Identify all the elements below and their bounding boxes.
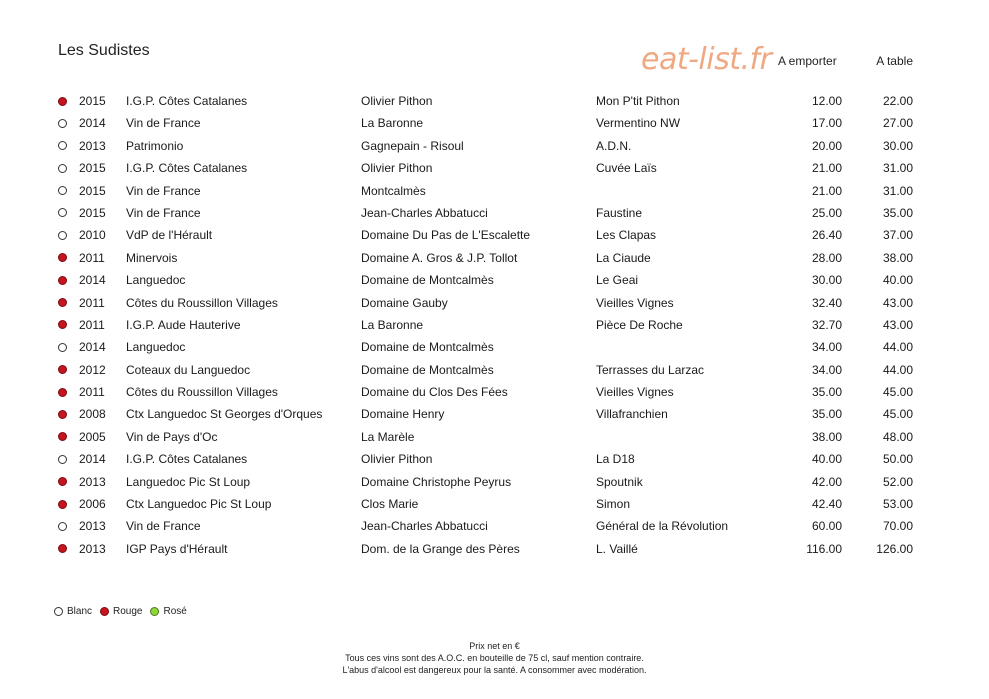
column-header-emporter: A emporter <box>778 54 837 68</box>
wine-year: 2015 <box>79 205 106 220</box>
price-emporter: 32.40 <box>811 295 842 310</box>
price-emporter: 42.40 <box>811 497 842 512</box>
wine-cuvee: Simon <box>596 497 631 512</box>
wine-producer: Olivier Pithon <box>361 452 433 467</box>
price-table: 52.00 <box>882 474 913 489</box>
table-row <box>0 426 989 448</box>
wine-color-dot-icon <box>58 276 67 285</box>
wine-cuvee: Vieilles Vignes <box>596 295 674 310</box>
wine-producer: Domaine de Montcalmès <box>361 273 494 288</box>
wine-year: 2011 <box>79 317 105 332</box>
wine-year: 2006 <box>79 497 106 512</box>
color-legend <box>54 606 195 617</box>
wine-cuvee: Faustine <box>596 205 643 220</box>
price-emporter: 25.00 <box>811 205 842 220</box>
table-row <box>0 448 989 470</box>
wine-cuvee: Mon P'tit Pithon <box>596 94 680 108</box>
wine-color-dot-icon <box>58 410 67 419</box>
wine-producer: La Baronne <box>361 317 424 332</box>
table-row <box>0 112 989 134</box>
wine-appellation: Languedoc <box>126 340 186 355</box>
legend-item-blanc <box>54 606 92 617</box>
wine-producer: Domaine du Clos Des Fées <box>361 385 508 400</box>
wine-color-dot-icon <box>58 522 67 531</box>
price-table: 40.00 <box>882 273 913 288</box>
table-row <box>0 180 989 202</box>
wine-color-dot-icon <box>58 365 67 374</box>
wine-year: 2014 <box>79 452 106 467</box>
wine-color-dot-icon <box>58 231 67 240</box>
wine-year: 2013 <box>79 541 106 556</box>
wine-year: 2014 <box>79 340 106 355</box>
wine-producer: Jean-Charles Abbatucci <box>361 205 488 220</box>
price-emporter: 20.00 <box>811 138 842 153</box>
wine-appellation: Vin de France <box>126 183 201 198</box>
watermark-logo: eat-list.fr <box>641 42 772 77</box>
wine-appellation: Ctx Languedoc St Georges d'Orques <box>126 407 323 422</box>
wine-appellation: Coteaux du Languedoc <box>126 362 251 377</box>
wine-year: 2014 <box>79 116 106 131</box>
wine-appellation: I.G.P. Côtes Catalanes <box>126 452 248 467</box>
table-row <box>0 538 989 560</box>
price-emporter: 116.00 <box>806 541 842 556</box>
wine-cuvee: Cuvée Laïs <box>596 161 657 176</box>
wine-producer: Montcalmès <box>361 183 426 198</box>
footer-aoc-note: Tous ces vins sont des A.O.C. en bouteille de 75 cl, sauf mention contraire. <box>345 653 644 663</box>
table-row <box>0 90 989 112</box>
wine-color-dot-icon <box>58 477 67 486</box>
footer-health-warning: L'abus d'alcool est dangereux pour la santé. A consommer avec modération. <box>342 665 647 675</box>
price-table: 35.00 <box>882 205 913 220</box>
wine-color-dot-icon <box>58 141 67 150</box>
price-emporter: 32.70 <box>811 317 842 332</box>
legend-blanc-dot-icon <box>54 607 63 616</box>
price-table: 70.00 <box>882 519 913 534</box>
wine-appellation: Ctx Languedoc Pic St Loup <box>126 497 272 512</box>
legend-label: Blanc <box>67 606 93 617</box>
wine-cuvee: A.D.N. <box>596 138 632 153</box>
table-row <box>0 269 989 291</box>
wine-year: 2011 <box>79 385 105 400</box>
table-row <box>0 135 989 157</box>
wine-color-dot-icon <box>58 432 67 441</box>
wine-cuvee: L. Vaillé <box>596 541 638 556</box>
wine-producer: Olivier Pithon <box>361 94 433 108</box>
table-row <box>0 247 989 269</box>
wine-year: 2012 <box>79 362 106 377</box>
wine-producer: Dom. de la Grange des Pères <box>361 541 520 556</box>
wine-year: 2011 <box>79 295 105 310</box>
wine-appellation: Languedoc <box>126 273 186 288</box>
page-title: Les Sudistes <box>58 42 150 59</box>
wine-color-dot-icon <box>58 500 67 509</box>
wine-cuvee: Pièce De Roche <box>596 317 683 332</box>
footer-price-note: Prix net en € <box>469 641 520 651</box>
wine-year: 2013 <box>79 138 106 153</box>
wine-list <box>0 90 989 560</box>
table-row <box>0 471 989 493</box>
price-table: 30.00 <box>882 138 913 153</box>
table-row <box>0 202 989 224</box>
price-table: 126.00 <box>876 541 913 556</box>
price-emporter: 12.00 <box>811 94 842 108</box>
price-table: 31.00 <box>882 183 913 198</box>
wine-cuvee: Terrasses du Larzac <box>596 362 705 377</box>
price-table: 27.00 <box>882 116 913 131</box>
wine-appellation: Vin de France <box>126 116 201 131</box>
price-emporter: 28.00 <box>811 250 842 265</box>
wine-producer: Clos Marie <box>361 497 419 512</box>
wine-year: 2005 <box>79 429 106 444</box>
wine-cuvee: Vermentino NW <box>596 116 681 131</box>
wine-cuvee: Général de la Révolution <box>596 519 729 534</box>
price-emporter: 38.00 <box>811 429 842 444</box>
wine-producer: Domaine Du Pas de L'Escalette <box>361 228 531 243</box>
wine-appellation: Côtes du Roussillon Villages <box>126 295 278 310</box>
price-table: 44.00 <box>882 362 913 377</box>
wine-color-dot-icon <box>58 455 67 464</box>
wine-color-dot-icon <box>58 343 67 352</box>
table-row <box>0 493 989 515</box>
legend-item-rose <box>150 606 186 617</box>
wine-color-dot-icon <box>58 388 67 397</box>
wine-color-dot-icon <box>58 97 67 106</box>
table-row <box>0 292 989 314</box>
wine-cuvee: Villafranchien <box>596 407 668 422</box>
wine-producer: Gagnepain - Risoul <box>361 138 464 153</box>
wine-color-dot-icon <box>58 186 67 195</box>
wine-appellation: Minervois <box>126 250 178 265</box>
wine-color-dot-icon <box>58 164 67 173</box>
legend-rouge-dot-icon <box>100 607 109 616</box>
wine-appellation: Vin de Pays d'Oc <box>126 429 218 444</box>
legend-label: Rosé <box>163 606 187 617</box>
price-table: 43.00 <box>882 317 913 332</box>
price-table: 22.00 <box>882 94 913 108</box>
wine-producer: Domaine A. Gros & J.P. Tollot <box>361 250 518 265</box>
wine-producer: La Marèle <box>361 429 415 444</box>
price-table: 50.00 <box>882 452 913 467</box>
wine-appellation: Languedoc Pic St Loup <box>126 474 251 489</box>
price-emporter: 21.00 <box>811 183 842 198</box>
wine-cuvee: Les Clapas <box>596 228 657 243</box>
wine-cuvee: Spoutnik <box>596 474 643 489</box>
wine-producer: Jean-Charles Abbatucci <box>361 519 488 534</box>
price-table: 48.00 <box>882 429 913 444</box>
wine-producer: Domaine Christophe Peyrus <box>361 474 512 489</box>
price-emporter: 42.00 <box>811 474 842 489</box>
wine-year: 2010 <box>79 228 106 243</box>
wine-year: 2015 <box>79 183 106 198</box>
wine-color-dot-icon <box>58 208 67 217</box>
table-row <box>0 515 989 537</box>
wine-year: 2011 <box>79 250 105 265</box>
wine-year: 2015 <box>79 94 106 108</box>
footer-notes <box>0 640 989 676</box>
wine-appellation: I.G.P. Côtes Catalanes <box>126 161 248 176</box>
wine-cuvee: La Ciaude <box>596 250 651 265</box>
price-emporter: 60.00 <box>811 519 842 534</box>
wine-appellation: Vin de France <box>126 205 201 220</box>
price-emporter: 35.00 <box>811 407 842 422</box>
table-row <box>0 403 989 425</box>
wine-color-dot-icon <box>58 298 67 307</box>
price-emporter: 40.00 <box>811 452 842 467</box>
wine-cuvee: Vieilles Vignes <box>596 385 674 400</box>
wine-appellation: Patrimonio <box>126 138 184 153</box>
wine-producer: Domaine Gauby <box>361 295 448 310</box>
price-emporter: 34.00 <box>811 340 842 355</box>
price-table: 53.00 <box>882 497 913 512</box>
price-table: 38.00 <box>882 250 913 265</box>
wine-color-dot-icon <box>58 320 67 329</box>
price-table: 45.00 <box>882 385 913 400</box>
price-emporter: 34.00 <box>811 362 842 377</box>
price-emporter: 30.00 <box>811 273 842 288</box>
table-row <box>0 336 989 358</box>
wine-color-dot-icon <box>58 119 67 128</box>
wine-appellation: Côtes du Roussillon Villages <box>126 385 278 400</box>
price-table: 44.00 <box>882 340 913 355</box>
table-row <box>0 224 989 246</box>
wine-cuvee: La D18 <box>596 452 635 467</box>
wine-year: 2013 <box>79 519 106 534</box>
wine-color-dot-icon <box>58 253 67 262</box>
price-table: 31.00 <box>882 161 913 176</box>
wine-producer: La Baronne <box>361 116 424 131</box>
column-header-table: A table <box>876 54 913 68</box>
wine-cuvee: Le Geai <box>596 273 639 288</box>
wine-producer: Domaine de Montcalmès <box>361 340 494 355</box>
table-row <box>0 157 989 179</box>
table-row <box>0 381 989 403</box>
wine-appellation: IGP Pays d'Hérault <box>126 541 228 556</box>
legend-item-rouge <box>100 606 142 617</box>
wine-year: 2008 <box>79 407 106 422</box>
wine-appellation: Vin de France <box>126 519 201 534</box>
price-emporter: 35.00 <box>811 385 842 400</box>
wine-appellation: VdP de l'Hérault <box>126 228 213 243</box>
wine-appellation: I.G.P. Côtes Catalanes <box>126 94 248 108</box>
table-row <box>0 314 989 336</box>
wine-color-dot-icon <box>58 544 67 553</box>
price-table: 43.00 <box>882 295 913 310</box>
wine-producer: Olivier Pithon <box>361 161 433 176</box>
legend-label: Rouge <box>113 606 143 617</box>
wine-producer: Domaine Henry <box>361 407 445 422</box>
wine-producer: Domaine de Montcalmès <box>361 362 494 377</box>
wine-year: 2015 <box>79 161 106 176</box>
price-emporter: 26.40 <box>811 228 842 243</box>
wine-appellation: I.G.P. Aude Hauterive <box>126 317 241 332</box>
price-table: 37.00 <box>882 228 913 243</box>
table-row <box>0 359 989 381</box>
price-emporter: 21.00 <box>811 161 842 176</box>
wine-year: 2014 <box>79 273 106 288</box>
price-table: 45.00 <box>882 407 913 422</box>
legend-rose-dot-icon <box>150 607 159 616</box>
wine-year: 2013 <box>79 474 106 489</box>
price-emporter: 17.00 <box>811 116 842 131</box>
